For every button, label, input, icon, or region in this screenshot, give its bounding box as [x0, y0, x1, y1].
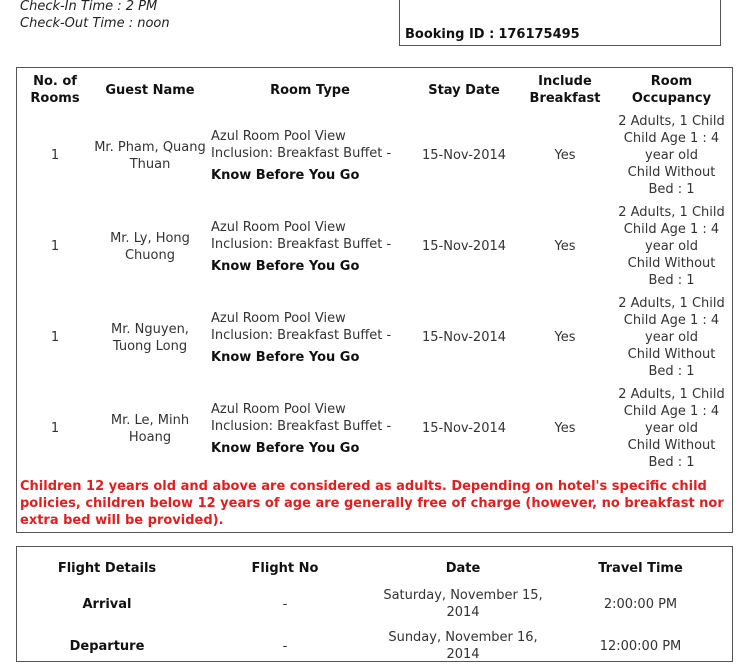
table-row: [19, 292, 730, 383]
rooms-section: [16, 67, 733, 533]
checkin-info: [20, 0, 170, 32]
check-out-time: Check-Out Time : noon: [20, 16, 170, 31]
stay-date: 15-Nov-2014: [421, 330, 507, 345]
include-breakfast: Yes: [554, 330, 576, 345]
guest-name: Mr. Pham, Quang Thuan: [94, 139, 206, 172]
table-row: [19, 583, 730, 625]
room-type: Azul Room Pool View Inclusion: Breakfast Buffet -: [211, 401, 392, 434]
table-row: [19, 383, 730, 474]
room-occupancy: 2 Adults, 1 Child Child Age 1 : 4 year old Child Without Bed : 1: [618, 296, 725, 379]
room-occupancy: 2 Adults, 1 Child Child Age 1 : 4 year old Child Without Bed : 1: [618, 205, 725, 288]
flights-header-row: [19, 553, 730, 583]
flights-table: [19, 553, 730, 667]
booking-id-label: Booking ID :: [405, 27, 495, 42]
header-flight-no: Flight No: [251, 560, 319, 576]
flights-section: [16, 546, 733, 662]
booking-id: [405, 27, 580, 42]
know-before-you-go: Know Before You Go: [211, 167, 360, 183]
table-row: [19, 110, 730, 201]
stay-date: 15-Nov-2014: [421, 239, 507, 254]
rooms-table: [19, 70, 730, 474]
room-count: 1: [50, 148, 60, 163]
header-room-occupancy: Room Occupancy: [631, 74, 712, 106]
check-in-time: Check-In Time : 2 PM: [20, 0, 158, 14]
header-room-type: Room Type: [270, 82, 350, 98]
child-policy-note: Children 12 years old and above are considered as adults. Depending on hotel's specific child policies, children below 12 years of age are generally free of charge (however, no breakfast nor extra bed will be provided).: [20, 479, 724, 528]
guest-name: Mr. Nguyen, Tuong Long: [111, 321, 189, 354]
room-occupancy: 2 Adults, 1 Child Child Age 1 : 4 year old Child Without Bed : 1: [618, 114, 725, 197]
header-date: Date: [445, 560, 481, 576]
room-type: Azul Room Pool View Inclusion: Breakfast Buffet -: [211, 310, 392, 343]
table-row: [19, 201, 730, 292]
room-count: 1: [50, 421, 60, 436]
booking-box: [399, 0, 721, 46]
guest-name: Mr. Ly, Hong Chuong: [110, 230, 190, 263]
header-stay-date: Stay Date: [428, 82, 500, 98]
know-before-you-go: Know Before You Go: [211, 258, 360, 274]
room-type: Azul Room Pool View Inclusion: Breakfast Buffet -: [211, 219, 392, 252]
header-include-breakfast: Include Breakfast: [529, 74, 601, 106]
booking-id-value: 176175495: [498, 27, 580, 42]
header-flight-details: Flight Details: [57, 560, 157, 576]
flight-date: Saturday, November 15, 2014: [383, 588, 543, 620]
include-breakfast: Yes: [554, 421, 576, 436]
flight-time: 2:00:00 PM: [603, 596, 678, 612]
know-before-you-go: Know Before You Go: [211, 349, 360, 365]
room-occupancy: 2 Adults, 1 Child Child Age 1 : 4 year old Child Without Bed : 1: [618, 387, 725, 470]
flight-no: -: [282, 638, 288, 654]
flight-no: -: [282, 596, 288, 612]
include-breakfast: Yes: [554, 148, 576, 163]
table-row: [19, 625, 730, 667]
flight-label: Arrival: [82, 596, 132, 612]
header-no-of-rooms: No. of Rooms: [30, 74, 80, 106]
know-before-you-go: Know Before You Go: [211, 440, 360, 456]
room-type: Azul Room Pool View Inclusion: Breakfast Buffet -: [211, 128, 392, 161]
room-count: 1: [50, 239, 60, 254]
flight-label: Departure: [69, 638, 145, 654]
include-breakfast: Yes: [554, 239, 576, 254]
room-count: 1: [50, 330, 60, 345]
room-type-cell: [209, 292, 411, 383]
guest-name: Mr. Le, Minh Hoang: [110, 412, 190, 445]
stay-date: 15-Nov-2014: [421, 148, 507, 163]
flight-time: 12:00:00 PM: [599, 638, 682, 654]
header-guest-name: Guest Name: [105, 82, 195, 98]
flight-date: Sunday, November 16, 2014: [388, 630, 538, 662]
room-type-cell: [209, 201, 411, 292]
room-type-cell: [209, 110, 411, 201]
header-travel-time: Travel Time: [598, 560, 683, 576]
stay-date: 15-Nov-2014: [421, 421, 507, 436]
rooms-header-row: [19, 70, 730, 110]
room-type-cell: [209, 383, 411, 474]
